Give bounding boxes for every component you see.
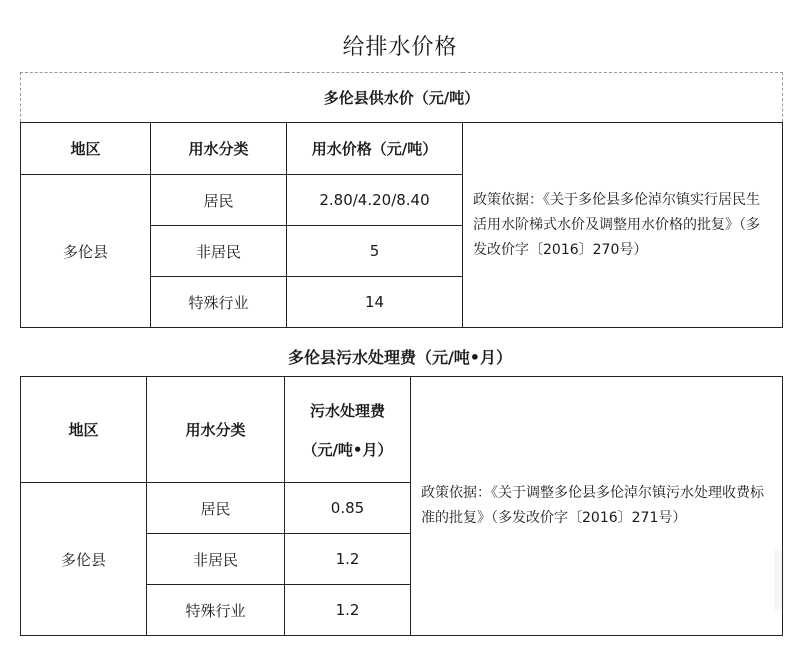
water-supply-caption: 多伦县供水价（元/吨） [21, 73, 783, 123]
fee-cell: 0.85 [285, 483, 411, 534]
region-cell: 多伦县 [21, 483, 147, 636]
header-fee [285, 377, 411, 483]
header-fee-line2: （元/吨•月） [302, 440, 393, 459]
category-cell: 特殊行业 [151, 277, 287, 328]
category-cell: 特殊行业 [147, 585, 285, 636]
header-category: 用水分类 [151, 123, 287, 175]
price-cell: 14 [287, 277, 463, 328]
header-region: 地区 [21, 123, 151, 175]
category-cell: 非居民 [151, 226, 287, 277]
page-title: 给排水价格 [342, 35, 458, 60]
category-cell: 居民 [147, 483, 285, 534]
header-region: 地区 [21, 377, 147, 483]
water-supply-table [20, 72, 783, 328]
category-cell: 非居民 [147, 534, 285, 585]
sewage-table [20, 376, 783, 636]
header-category: 用水分类 [147, 377, 285, 483]
price-cell: 5 [287, 226, 463, 277]
region-cell: 多伦县 [21, 175, 151, 328]
fee-cell: 1.2 [285, 585, 411, 636]
header-price: 用水价格（元/吨） [287, 123, 463, 175]
header-fee-line1: 污水处理费 [309, 401, 385, 420]
fee-cell: 1.2 [285, 534, 411, 585]
price-cell: 2.80/4.20/8.40 [287, 175, 463, 226]
faint-watermark [774, 550, 784, 610]
category-cell: 居民 [151, 175, 287, 226]
sewage-caption: 多伦县污水处理费（元/吨•月） [287, 348, 513, 367]
water-supply-policy: 政策依据：《关于多伦县多伦淖尔镇实行居民生活用水阶梯式水价及调整用水价格的批复》（多发改价字〔2016〕270号） [463, 123, 783, 328]
sewage-policy: 政策依据：《关于调整多伦县多伦淖尔镇污水处理收费标准的批复》（多发改价字〔2016〕271号） [411, 377, 783, 636]
